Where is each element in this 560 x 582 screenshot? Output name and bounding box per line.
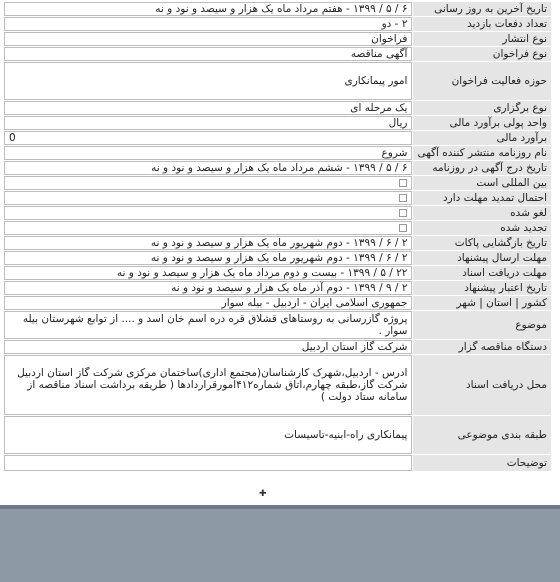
value-holding-type: یک مرحله ای xyxy=(350,102,408,114)
details-table xyxy=(3,1,552,472)
label-opening-date: تاریخ بازگشایی پاکات xyxy=(413,236,551,250)
label-last-update: تاریخ آخرین به روز رسانی xyxy=(413,2,551,16)
row-docs-location xyxy=(4,355,551,415)
label-currency: واحد پولی برآورد مالی xyxy=(413,116,551,130)
row-publish-type xyxy=(4,32,551,46)
value-opening-date: ۲ / ۶ / ۱۳۹۹ - دوم شهریور ماه یک هزار و سیصد و نود و نه xyxy=(150,237,408,249)
row-newspaper xyxy=(4,146,551,160)
row-visit-count xyxy=(4,17,551,31)
mouse-cursor-icon: ✚ xyxy=(259,489,267,499)
value-validity-date: ۲ / ۹ / ۱۳۹۹ - دوم آذر ماه یک هزار و سیصد و نود و نه xyxy=(171,282,408,294)
row-activity-field xyxy=(4,62,551,100)
value-category: پیمانکاری راه-ابنیه-تاسیسات xyxy=(284,429,408,441)
value-estimate: 0 xyxy=(9,132,16,144)
label-subject: موضوع xyxy=(413,311,551,339)
row-currency xyxy=(4,116,551,130)
label-submit-deadline: مهلت ارسال پیشنهاد xyxy=(413,251,551,265)
renewed-checkbox xyxy=(399,224,407,232)
value-activity-field: امور پیمانکاری xyxy=(344,75,408,87)
label-holding-type: نوع برگزاری xyxy=(413,101,551,115)
value-last-update: ۶ / ۵ / ۱۳۹۹ - هفتم مرداد ماه یک هزار و سیصد و نود و نه xyxy=(155,3,408,15)
row-submit-deadline xyxy=(4,251,551,265)
value-call-type: آگهی مناقصه xyxy=(350,48,408,60)
row-call-type xyxy=(4,47,551,61)
row-organizer xyxy=(4,340,551,354)
row-extension xyxy=(4,191,551,205)
label-location: کشور | استان | شهر xyxy=(413,296,551,310)
label-docs-location: محل دریافت اسناد xyxy=(413,355,551,415)
label-organizer: دستگاه مناقصه گزار xyxy=(413,340,551,354)
value-organizer: شرکت گاز استان اردبیل xyxy=(301,341,408,353)
cancelled-checkbox xyxy=(399,209,407,217)
row-validity-date xyxy=(4,281,551,295)
row-holding-type xyxy=(4,101,551,115)
label-notes: توضیحات xyxy=(413,455,551,471)
value-docs-location: ادرس - اردبیل،شهرک کارشناسان(مجتمع اداری)ساختمان مرکزی شرکت گاز استان اردبیل شرکت گاز،طبقه چهارم،اتاق شماره۴۱۲امورقراردادها ( طریقه برداشت اسناد مناقصه از سامانه ستاد دولت ) xyxy=(17,367,408,403)
value-submit-deadline: ۲ / ۶ / ۱۳۹۹ - دوم شهریور ماه یک هزار و سیصد و نود و نه xyxy=(150,252,408,264)
international-checkbox xyxy=(399,179,407,187)
label-category: طبقه بندی موضوعی xyxy=(413,416,551,454)
extension-checkbox xyxy=(399,194,407,202)
label-visit-count: تعداد دفعات بازدید xyxy=(413,17,551,31)
label-renewed: تجدید شده xyxy=(413,221,551,235)
bottom-bar-edge xyxy=(0,505,560,509)
row-opening-date xyxy=(4,236,551,250)
value-visit-count: ۲ - دو xyxy=(381,18,408,30)
row-last-update xyxy=(4,2,551,16)
row-docs-deadline xyxy=(4,266,551,280)
value-currency: ریال xyxy=(388,117,408,129)
row-notes xyxy=(4,455,551,471)
label-activity-field: حوزه فعالیت فراخوان xyxy=(413,62,551,100)
row-newspaper-date xyxy=(4,161,551,175)
value-newspaper-date: ۶ / ۵ / ۱۳۹۹ - ششم مرداد ماه یک هزار و سیصد و نود و نه xyxy=(151,162,408,174)
label-call-type: نوع فراخوان xyxy=(413,47,551,61)
row-estimate xyxy=(4,131,551,145)
row-renewed xyxy=(4,221,551,235)
row-subject xyxy=(4,311,551,339)
label-newspaper-date: تاریخ درج آگهی در روزنامه xyxy=(413,161,551,175)
value-newspaper: شروع xyxy=(381,147,408,159)
row-international xyxy=(4,176,551,190)
label-extension: احتمال تمدید مهلت دارد xyxy=(413,191,551,205)
label-validity-date: تاریخ اعتبار پیشنهاد xyxy=(413,281,551,295)
label-newspaper: نام روزنامه منتشر کننده آگهی xyxy=(413,146,551,160)
label-estimate: برآورد مالی xyxy=(413,131,551,145)
label-international: بین المللی است xyxy=(413,176,551,190)
row-location xyxy=(4,296,551,310)
label-publish-type: نوع انتشار xyxy=(413,32,551,46)
label-docs-deadline: مهلت دریافت اسناد xyxy=(413,266,551,280)
bottom-bar xyxy=(0,505,560,582)
value-docs-deadline: ۲۲ / ۵ / ۱۳۹۹ - بیست و دوم مرداد ماه یک هزار و سیصد و نود و نه xyxy=(116,267,408,279)
value-subject: پروژه گازرسانی به روستاهای قشلاق قره دره اسم خان اسد و .... از توابع شهرستان بیله سوار . xyxy=(22,313,408,337)
value-publish-type: فراخوان xyxy=(371,33,408,45)
row-category xyxy=(4,416,551,454)
value-location: جمهوری اسلامی ایران - اردبیل - بیله سوار xyxy=(221,297,408,309)
label-cancelled: لغو شده xyxy=(413,206,551,220)
row-cancelled xyxy=(4,206,551,220)
